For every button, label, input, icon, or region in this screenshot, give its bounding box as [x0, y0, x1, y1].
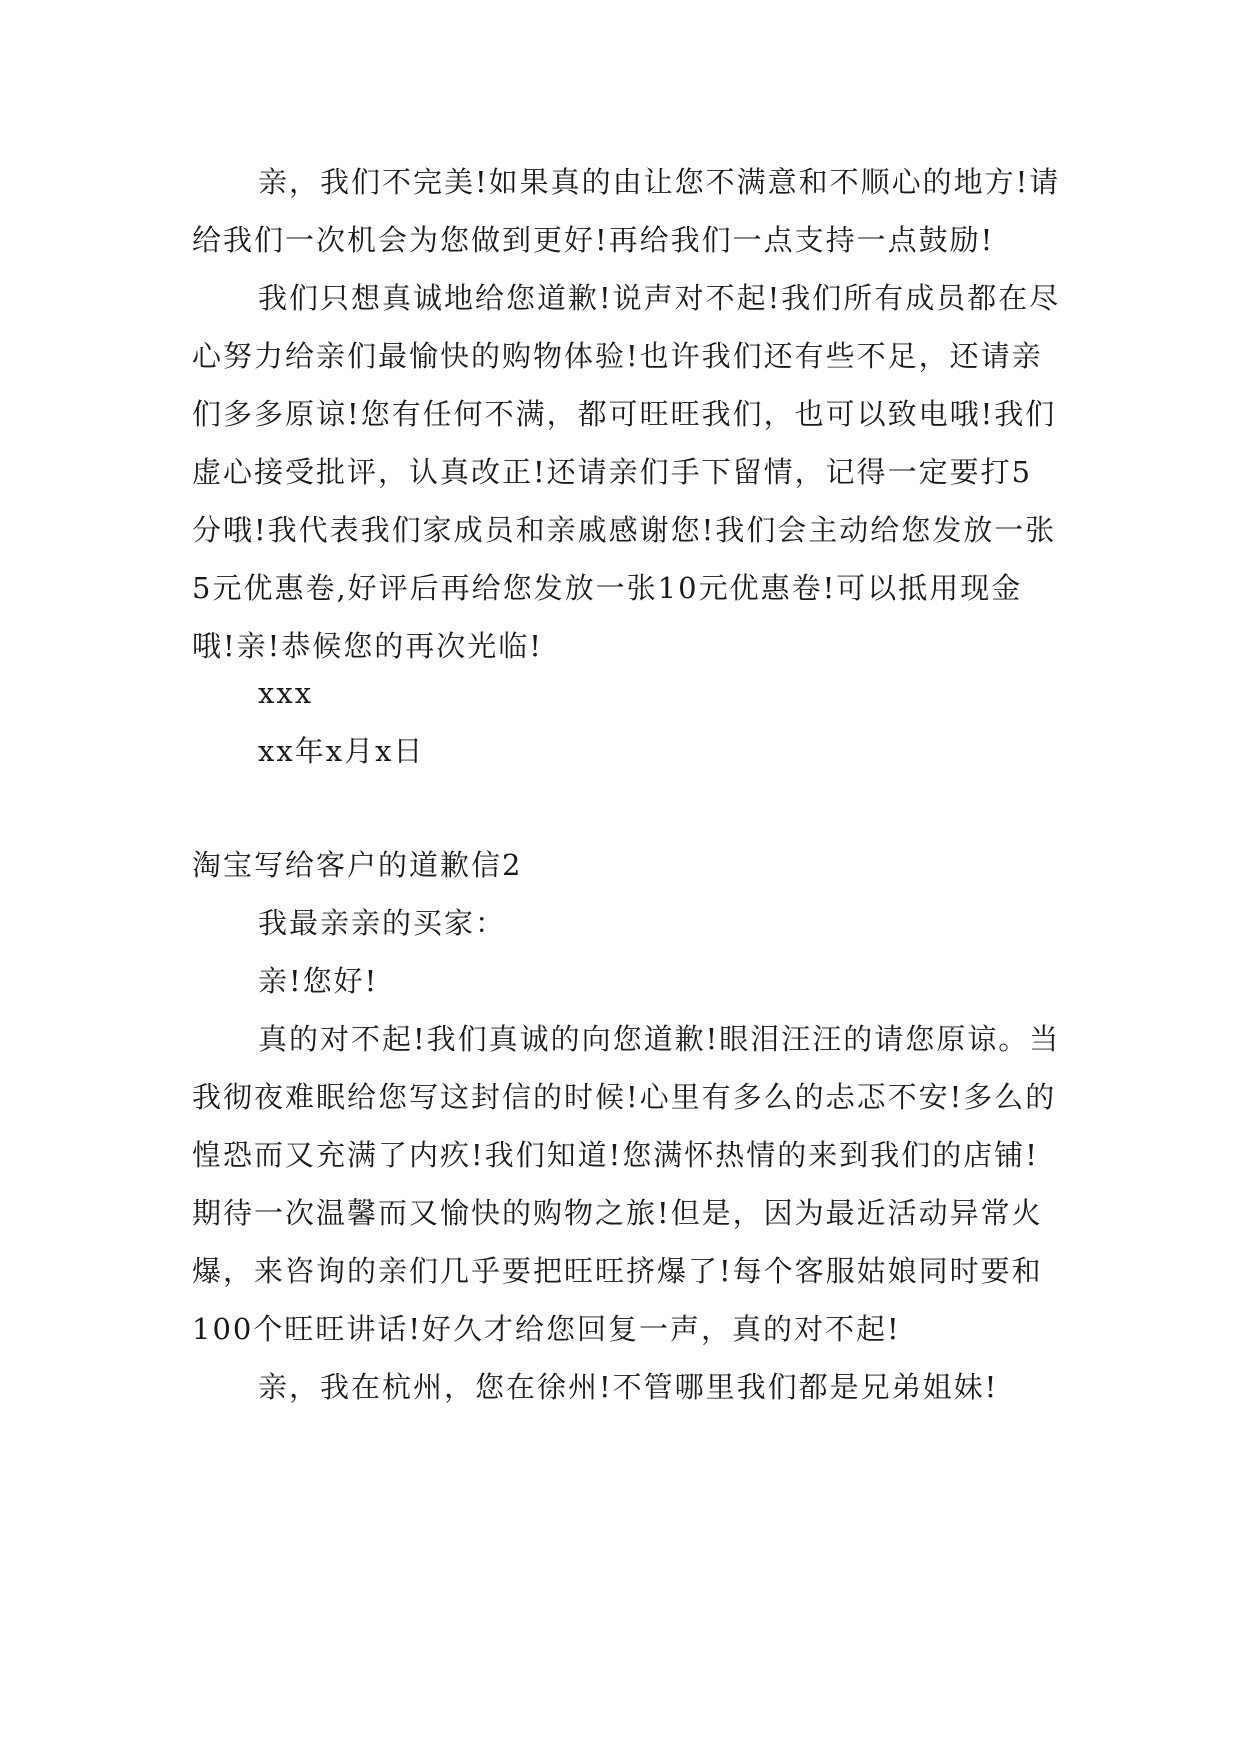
letter-1-closing	[192, 664, 1062, 780]
letter-2-title: 淘宝写给客户的道歉信2	[192, 848, 523, 882]
letter-date: xx年x月x日	[258, 734, 425, 768]
letter-2	[192, 836, 1062, 1416]
letter-2-paragraph-1: 真的对不起!我们真诚的向您道歉!眼泪汪汪的请您原谅。当我彻夜难眠给您写这封信的时候!心里有多么的忐忑不安!多么的惶恐而又充满了内疚!我们知道!您满怀热情的来到我们的店铺!期待一次温馨而又愉快的购物之旅!但是，因为最近活动异常火爆，来咨询的亲们几乎要把旺旺挤爆了!每个客服姑娘同时要和100个旺旺讲话!好久才给您回复一声，真的对不起!	[192, 1022, 1061, 1346]
letter-2-paragraph-2: 亲，我在杭州，您在徐州!不管哪里我们都是兄弟姐妹!	[258, 1370, 999, 1404]
letter-1-paragraph-2: 我们只想真诚地给您道歉!说声对不起!我们所有成员都在尽心努力给亲们最愉快的购物体验!也许我们还有些不足，还请亲们多多原谅!您有任何不满，都可旺旺我们，也可以致电哦!我们虚心接受批评，认真改正!还请亲们手下留情，记得一定要打5分哦!我代表我们家成员和亲戚感谢您!我们会主动给您发放一张5元优惠卷,好评后再给您发放一张10元优惠卷!可以抵用现金哦!亲!恭候您的再次光临!	[192, 281, 1061, 663]
signature: xxx	[258, 676, 314, 710]
salutation: 我最亲亲的买家：	[258, 906, 507, 940]
letter-1-paragraph-1: 亲，我们不完美!如果真的由让您不满意和不顺心的地方!请给我们一次机会为您做到更好!再给我们一点支持一点鼓励!	[192, 165, 1061, 257]
letter-1	[192, 153, 1062, 675]
greeting: 亲!您好!	[258, 964, 379, 998]
